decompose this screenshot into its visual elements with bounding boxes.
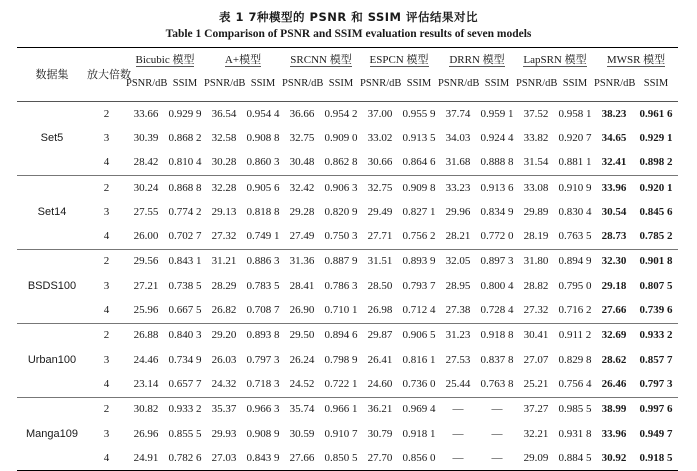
ssim-cell: 0.702 7 bbox=[166, 224, 204, 249]
ssim-cell: 0.897 3 bbox=[480, 255, 514, 268]
psnr-cell: 30.24 bbox=[133, 181, 159, 194]
dataset-name: Set14 bbox=[17, 175, 87, 249]
psnr-cell: 29.93 bbox=[211, 427, 237, 440]
psnr-cell: 32.21 bbox=[523, 427, 549, 440]
ssim-cell: 0.894 9 bbox=[558, 255, 592, 268]
table-row bbox=[17, 175, 678, 200]
ssim-cell: 0.893 8 bbox=[246, 329, 280, 342]
ssim-cell: 0.712 4 bbox=[400, 298, 438, 323]
ssim-cell: 0.893 9 bbox=[402, 255, 436, 268]
ssim-cell: 0.933 2 bbox=[168, 403, 202, 416]
ssim-cell: 0.920 1 bbox=[639, 181, 673, 194]
header-ssim: SSIM bbox=[400, 67, 438, 102]
ssim-cell: 0.716 2 bbox=[556, 298, 594, 323]
psnr-cell: 27.03 bbox=[204, 446, 244, 471]
header-psnr: PSNR/dB bbox=[438, 67, 478, 102]
psnr-cell: 35.74 bbox=[289, 403, 315, 416]
psnr-cell: 30.39 bbox=[133, 131, 159, 144]
psnr-cell: 27.71 bbox=[360, 224, 400, 249]
header-model: MWSR 模型 bbox=[606, 54, 666, 66]
psnr-cell: 28.82 bbox=[523, 279, 549, 292]
psnr-cell: 36.66 bbox=[289, 107, 315, 120]
ssim-cell: 0.722 1 bbox=[322, 372, 360, 397]
ssim-cell: 0.798 9 bbox=[324, 353, 358, 366]
header-psnr: PSNR/dB bbox=[204, 67, 244, 102]
psnr-cell: 29.96 bbox=[445, 205, 471, 218]
psnr-cell: 37.27 bbox=[523, 403, 549, 416]
psnr-cell: 37.00 bbox=[367, 107, 393, 120]
header-model: A+模型 bbox=[224, 54, 262, 66]
ssim-cell: 0.918 1 bbox=[402, 427, 436, 440]
header-model: Bicubic 模型 bbox=[135, 54, 195, 66]
ssim-cell: 0.881 1 bbox=[556, 151, 594, 176]
ssim-cell: 0.810 4 bbox=[166, 151, 204, 176]
psnr-cell: 32.75 bbox=[289, 131, 315, 144]
ssim-cell: 0.905 6 bbox=[246, 181, 280, 194]
table-row bbox=[17, 151, 678, 176]
scale-cell: 3 bbox=[103, 279, 110, 292]
psnr-cell: 27.38 bbox=[438, 298, 478, 323]
ssim-cell: 0.782 6 bbox=[166, 446, 204, 471]
ssim-cell: 0.708 7 bbox=[244, 298, 282, 323]
psnr-cell: 33.66 bbox=[133, 107, 159, 120]
ssim-cell: 0.728 4 bbox=[478, 298, 516, 323]
psnr-cell: 29.13 bbox=[211, 205, 237, 218]
ssim-cell: 0.772 0 bbox=[478, 224, 516, 249]
ssim-cell: 0.830 4 bbox=[558, 205, 592, 218]
ssim-cell: 0.997 6 bbox=[639, 403, 673, 416]
psnr-cell: 31.68 bbox=[438, 151, 478, 176]
psnr-cell: 31.80 bbox=[523, 255, 549, 268]
psnr-cell: 34.65 bbox=[601, 131, 627, 144]
psnr-cell: — bbox=[452, 403, 464, 416]
scale-cell: 4 bbox=[87, 446, 126, 471]
psnr-cell: 30.48 bbox=[282, 151, 322, 176]
psnr-cell: 35.37 bbox=[211, 403, 237, 416]
psnr-cell: 34.03 bbox=[445, 131, 471, 144]
psnr-cell: 28.42 bbox=[126, 151, 166, 176]
table-row bbox=[17, 372, 678, 397]
scale-cell: 3 bbox=[103, 427, 110, 440]
psnr-cell: 32.41 bbox=[594, 151, 634, 176]
table-row bbox=[17, 446, 678, 471]
header-model: SRCNN 模型 bbox=[290, 54, 352, 66]
ssim-cell: 0.736 0 bbox=[400, 372, 438, 397]
ssim-cell: 0.910 9 bbox=[558, 181, 592, 194]
table-row bbox=[17, 249, 678, 274]
ssim-cell: 0.807 5 bbox=[639, 279, 673, 292]
psnr-cell: 29.18 bbox=[601, 279, 627, 292]
table-row bbox=[17, 224, 678, 249]
header-ssim: SSIM bbox=[244, 67, 282, 102]
ssim-cell: 0.850 5 bbox=[322, 446, 360, 471]
ssim-cell: 0.887 9 bbox=[324, 255, 358, 268]
ssim-cell: 0.800 4 bbox=[480, 279, 514, 292]
psnr-cell: 32.28 bbox=[211, 181, 237, 194]
ssim-cell: 0.868 8 bbox=[168, 181, 202, 194]
psnr-cell: 38.99 bbox=[601, 403, 627, 416]
psnr-cell: 32.58 bbox=[211, 131, 237, 144]
header-ssim: SSIM bbox=[478, 67, 516, 102]
psnr-cell: 27.66 bbox=[282, 446, 322, 471]
psnr-cell: 28.19 bbox=[516, 224, 556, 249]
psnr-cell: 30.54 bbox=[601, 205, 627, 218]
psnr-cell: 30.82 bbox=[133, 403, 159, 416]
ssim-cell: 0.797 3 bbox=[246, 353, 280, 366]
ssim-cell: 0.886 3 bbox=[246, 255, 280, 268]
scale-cell: 3 bbox=[103, 205, 110, 218]
psnr-cell: 28.41 bbox=[289, 279, 315, 292]
ssim-cell: 0.840 3 bbox=[168, 329, 202, 342]
ssim-cell: 0.868 2 bbox=[168, 131, 202, 144]
psnr-cell: 24.52 bbox=[282, 372, 322, 397]
ssim-cell: 0.913 5 bbox=[402, 131, 436, 144]
ssim-cell: 0.734 9 bbox=[168, 353, 202, 366]
header-row-models bbox=[17, 48, 678, 68]
psnr-cell: 27.49 bbox=[282, 224, 322, 249]
psnr-cell: 30.66 bbox=[360, 151, 400, 176]
table-row bbox=[17, 126, 678, 150]
ssim-cell: 0.920 7 bbox=[558, 131, 592, 144]
ssim-cell: 0.795 0 bbox=[558, 279, 592, 292]
psnr-cell: 33.96 bbox=[601, 181, 627, 194]
ssim-cell: 0.718 3 bbox=[244, 372, 282, 397]
psnr-cell: 28.73 bbox=[594, 224, 634, 249]
ssim-cell: 0.933 2 bbox=[639, 329, 673, 342]
psnr-cell: 30.79 bbox=[367, 427, 393, 440]
ssim-cell: 0.845 6 bbox=[639, 205, 673, 218]
psnr-cell: 28.50 bbox=[367, 279, 393, 292]
ssim-cell: 0.785 2 bbox=[634, 224, 678, 249]
header-model: LapSRN 模型 bbox=[523, 54, 587, 66]
psnr-cell: 31.36 bbox=[289, 255, 315, 268]
psnr-cell: 36.21 bbox=[367, 403, 393, 416]
psnr-cell: 29.87 bbox=[367, 329, 393, 342]
header-ssim: SSIM bbox=[166, 67, 204, 102]
table-row bbox=[17, 397, 678, 422]
table-row bbox=[17, 298, 678, 323]
scale-cell: 4 bbox=[87, 151, 126, 176]
table-caption-cn: 表 1 7种模型的 PSNR 和 SSIM 评估结果对比 bbox=[219, 10, 478, 24]
psnr-cell: 37.52 bbox=[523, 107, 549, 120]
psnr-cell: 29.28 bbox=[289, 205, 315, 218]
psnr-cell: — bbox=[438, 446, 478, 471]
psnr-cell: 29.50 bbox=[289, 329, 315, 342]
ssim-cell: 0.749 1 bbox=[244, 224, 282, 249]
header-model: DRRN 模型 bbox=[449, 54, 505, 66]
ssim-cell: 0.756 2 bbox=[400, 224, 438, 249]
psnr-cell: 24.91 bbox=[126, 446, 166, 471]
psnr-cell: 27.07 bbox=[523, 353, 549, 366]
psnr-cell: 33.02 bbox=[367, 131, 393, 144]
ssim-cell: 0.774 2 bbox=[168, 205, 202, 218]
ssim-cell: 0.739 6 bbox=[634, 298, 678, 323]
header-psnr: PSNR/dB bbox=[360, 67, 400, 102]
psnr-cell: 36.54 bbox=[211, 107, 237, 120]
psnr-cell: 28.95 bbox=[445, 279, 471, 292]
psnr-cell: 26.03 bbox=[211, 353, 237, 366]
psnr-cell: 29.09 bbox=[516, 446, 556, 471]
psnr-cell: 30.92 bbox=[594, 446, 634, 471]
header-ssim: SSIM bbox=[634, 67, 678, 102]
psnr-cell: 28.62 bbox=[601, 353, 627, 366]
psnr-cell: 33.08 bbox=[523, 181, 549, 194]
table-row bbox=[17, 422, 678, 446]
ssim-cell: 0.818 8 bbox=[246, 205, 280, 218]
ssim-cell: 0.966 3 bbox=[246, 403, 280, 416]
ssim-cell: 0.843 9 bbox=[244, 446, 282, 471]
header-psnr: PSNR/dB bbox=[594, 67, 634, 102]
table-row bbox=[17, 200, 678, 224]
ssim-cell: 0.763 5 bbox=[556, 224, 594, 249]
psnr-cell: 33.82 bbox=[523, 131, 549, 144]
ssim-cell: 0.961 6 bbox=[639, 107, 673, 120]
ssim-cell: 0.884 5 bbox=[556, 446, 594, 471]
psnr-cell: 26.88 bbox=[133, 329, 159, 342]
ssim-cell: 0.909 0 bbox=[324, 131, 358, 144]
ssim-cell: 0.763 8 bbox=[478, 372, 516, 397]
ssim-cell: 0.864 6 bbox=[400, 151, 438, 176]
psnr-cell: 26.90 bbox=[282, 298, 322, 323]
psnr-cell: 32.69 bbox=[601, 329, 627, 342]
psnr-cell: 24.60 bbox=[360, 372, 400, 397]
psnr-cell: 26.46 bbox=[594, 372, 634, 397]
table-caption-en: Table 1 Comparison of PSNR and SSIM evaluation results of seven models bbox=[165, 28, 532, 40]
ssim-cell: 0.966 1 bbox=[324, 403, 358, 416]
ssim-cell: 0.908 9 bbox=[246, 427, 280, 440]
ssim-cell: 0.901 8 bbox=[639, 255, 673, 268]
psnr-cell: 26.41 bbox=[367, 353, 393, 366]
ssim-cell: 0.959 1 bbox=[480, 107, 514, 120]
header-scale: 放大倍数 bbox=[87, 48, 126, 102]
ssim-cell: 0.985 5 bbox=[558, 403, 592, 416]
psnr-cell: 29.20 bbox=[211, 329, 237, 342]
dataset-name: BSDS100 bbox=[17, 249, 87, 323]
header-psnr: PSNR/dB bbox=[516, 67, 556, 102]
ssim-cell: 0.657 7 bbox=[166, 372, 204, 397]
ssim-cell: 0.929 1 bbox=[639, 131, 673, 144]
psnr-cell: 24.32 bbox=[204, 372, 244, 397]
psnr-cell: 29.49 bbox=[367, 205, 393, 218]
psnr-cell: 27.21 bbox=[133, 279, 159, 292]
psnr-cell: 32.30 bbox=[601, 255, 627, 268]
ssim-cell: 0.837 8 bbox=[480, 353, 514, 366]
table-row bbox=[17, 348, 678, 372]
psnr-cell: 26.82 bbox=[204, 298, 244, 323]
psnr-cell: 26.98 bbox=[360, 298, 400, 323]
psnr-cell: 27.70 bbox=[360, 446, 400, 471]
ssim-cell: 0.949 7 bbox=[639, 427, 673, 440]
psnr-cell: 33.23 bbox=[445, 181, 471, 194]
ssim-cell: — bbox=[491, 403, 503, 416]
ssim-cell: 0.908 8 bbox=[246, 131, 280, 144]
ssim-cell: 0.793 7 bbox=[402, 279, 436, 292]
psnr-cell: 29.56 bbox=[133, 255, 159, 268]
psnr-cell: 28.29 bbox=[211, 279, 237, 292]
scale-cell: 4 bbox=[87, 224, 126, 249]
ssim-cell: 0.906 3 bbox=[324, 181, 358, 194]
psnr-cell: 31.23 bbox=[445, 329, 471, 342]
ssim-cell: 0.834 9 bbox=[480, 205, 514, 218]
table-row bbox=[17, 274, 678, 298]
ssim-cell: 0.829 8 bbox=[558, 353, 592, 366]
ssim-cell: 0.783 5 bbox=[246, 279, 280, 292]
ssim-cell: 0.909 8 bbox=[402, 181, 436, 194]
ssim-cell: 0.857 7 bbox=[639, 353, 673, 366]
header-psnr: PSNR/dB bbox=[126, 67, 166, 102]
psnr-cell: 27.32 bbox=[516, 298, 556, 323]
scale-cell: 2 bbox=[103, 329, 110, 342]
dataset-name: Urban100 bbox=[17, 323, 87, 397]
psnr-cell: 30.28 bbox=[204, 151, 244, 176]
ssim-cell: 0.827 1 bbox=[402, 205, 436, 218]
ssim-cell: 0.860 3 bbox=[244, 151, 282, 176]
ssim-cell: 0.710 1 bbox=[322, 298, 360, 323]
ssim-cell: 0.906 5 bbox=[402, 329, 436, 342]
header-ssim: SSIM bbox=[556, 67, 594, 102]
ssim-cell: 0.954 4 bbox=[246, 107, 280, 120]
ssim-cell: 0.820 9 bbox=[324, 205, 358, 218]
psnr-cell: 24.46 bbox=[133, 353, 159, 366]
ssim-cell: 0.911 2 bbox=[558, 329, 592, 342]
psnr-cell: 31.51 bbox=[367, 255, 393, 268]
psnr-cell: 32.42 bbox=[289, 181, 315, 194]
header-model: ESPCN 模型 bbox=[369, 54, 429, 66]
psnr-cell: 30.41 bbox=[523, 329, 549, 342]
ssim-cell: 0.856 0 bbox=[400, 446, 438, 471]
ssim-cell: 0.888 8 bbox=[478, 151, 516, 176]
psnr-cell: 29.89 bbox=[523, 205, 549, 218]
ssim-cell: 0.918 5 bbox=[634, 446, 678, 471]
ssim-cell: 0.913 6 bbox=[480, 181, 514, 194]
dataset-name: Set5 bbox=[17, 102, 87, 176]
psnr-cell: 31.21 bbox=[211, 255, 237, 268]
ssim-cell: 0.931 8 bbox=[558, 427, 592, 440]
psnr-cell: 27.66 bbox=[594, 298, 634, 323]
ssim-cell: 0.855 5 bbox=[168, 427, 202, 440]
scale-cell: 4 bbox=[87, 372, 126, 397]
results-table bbox=[17, 47, 678, 471]
psnr-cell: 26.24 bbox=[289, 353, 315, 366]
ssim-cell: 0.910 7 bbox=[324, 427, 358, 440]
scale-cell: 2 bbox=[103, 181, 110, 194]
psnr-cell: 25.21 bbox=[516, 372, 556, 397]
ssim-cell: 0.918 8 bbox=[480, 329, 514, 342]
psnr-cell: 33.96 bbox=[601, 427, 627, 440]
ssim-cell: 0.667 5 bbox=[166, 298, 204, 323]
ssim-cell: 0.894 6 bbox=[324, 329, 358, 342]
psnr-cell: 27.53 bbox=[445, 353, 471, 366]
ssim-cell: 0.756 4 bbox=[556, 372, 594, 397]
ssim-cell: — bbox=[478, 446, 516, 471]
psnr-cell: 31.54 bbox=[516, 151, 556, 176]
ssim-cell: 0.816 1 bbox=[402, 353, 436, 366]
psnr-cell: 30.59 bbox=[289, 427, 315, 440]
ssim-cell: 0.738 5 bbox=[168, 279, 202, 292]
ssim-cell: 0.786 3 bbox=[324, 279, 358, 292]
psnr-cell: 28.21 bbox=[438, 224, 478, 249]
psnr-cell: 27.55 bbox=[133, 205, 159, 218]
header-psnr: PSNR/dB bbox=[282, 67, 322, 102]
ssim-cell: 0.954 2 bbox=[324, 107, 358, 120]
scale-cell: 2 bbox=[103, 255, 110, 268]
scale-cell: 4 bbox=[87, 298, 126, 323]
psnr-cell: 32.75 bbox=[367, 181, 393, 194]
psnr-cell: 26.96 bbox=[133, 427, 159, 440]
psnr-cell: 26.00 bbox=[126, 224, 166, 249]
table-row bbox=[17, 323, 678, 348]
ssim-cell: 0.797 3 bbox=[634, 372, 678, 397]
dataset-name: Manga109 bbox=[17, 397, 87, 471]
psnr-cell: — bbox=[452, 427, 464, 440]
ssim-cell: 0.750 3 bbox=[322, 224, 360, 249]
psnr-cell: 27.32 bbox=[204, 224, 244, 249]
results-body bbox=[17, 102, 678, 471]
ssim-cell: — bbox=[491, 427, 503, 440]
ssim-cell: 0.862 8 bbox=[322, 151, 360, 176]
scale-cell: 3 bbox=[103, 353, 110, 366]
ssim-cell: 0.924 4 bbox=[480, 131, 514, 144]
psnr-cell: 38.23 bbox=[601, 107, 627, 120]
psnr-cell: 37.74 bbox=[445, 107, 471, 120]
ssim-cell: 0.969 4 bbox=[402, 403, 436, 416]
scale-cell: 2 bbox=[103, 403, 110, 416]
scale-cell: 2 bbox=[103, 107, 110, 120]
ssim-cell: 0.898 2 bbox=[634, 151, 678, 176]
table-row bbox=[17, 102, 678, 127]
header-ssim: SSIM bbox=[322, 67, 360, 102]
psnr-cell: 23.14 bbox=[126, 372, 166, 397]
header-dataset: 数据集 bbox=[17, 48, 87, 102]
ssim-cell: 0.929 9 bbox=[168, 107, 202, 120]
ssim-cell: 0.958 1 bbox=[558, 107, 592, 120]
psnr-cell: 32.05 bbox=[445, 255, 471, 268]
psnr-cell: 25.96 bbox=[126, 298, 166, 323]
ssim-cell: 0.843 1 bbox=[168, 255, 202, 268]
scale-cell: 3 bbox=[103, 131, 110, 144]
psnr-cell: 25.44 bbox=[438, 372, 478, 397]
ssim-cell: 0.955 9 bbox=[402, 107, 436, 120]
